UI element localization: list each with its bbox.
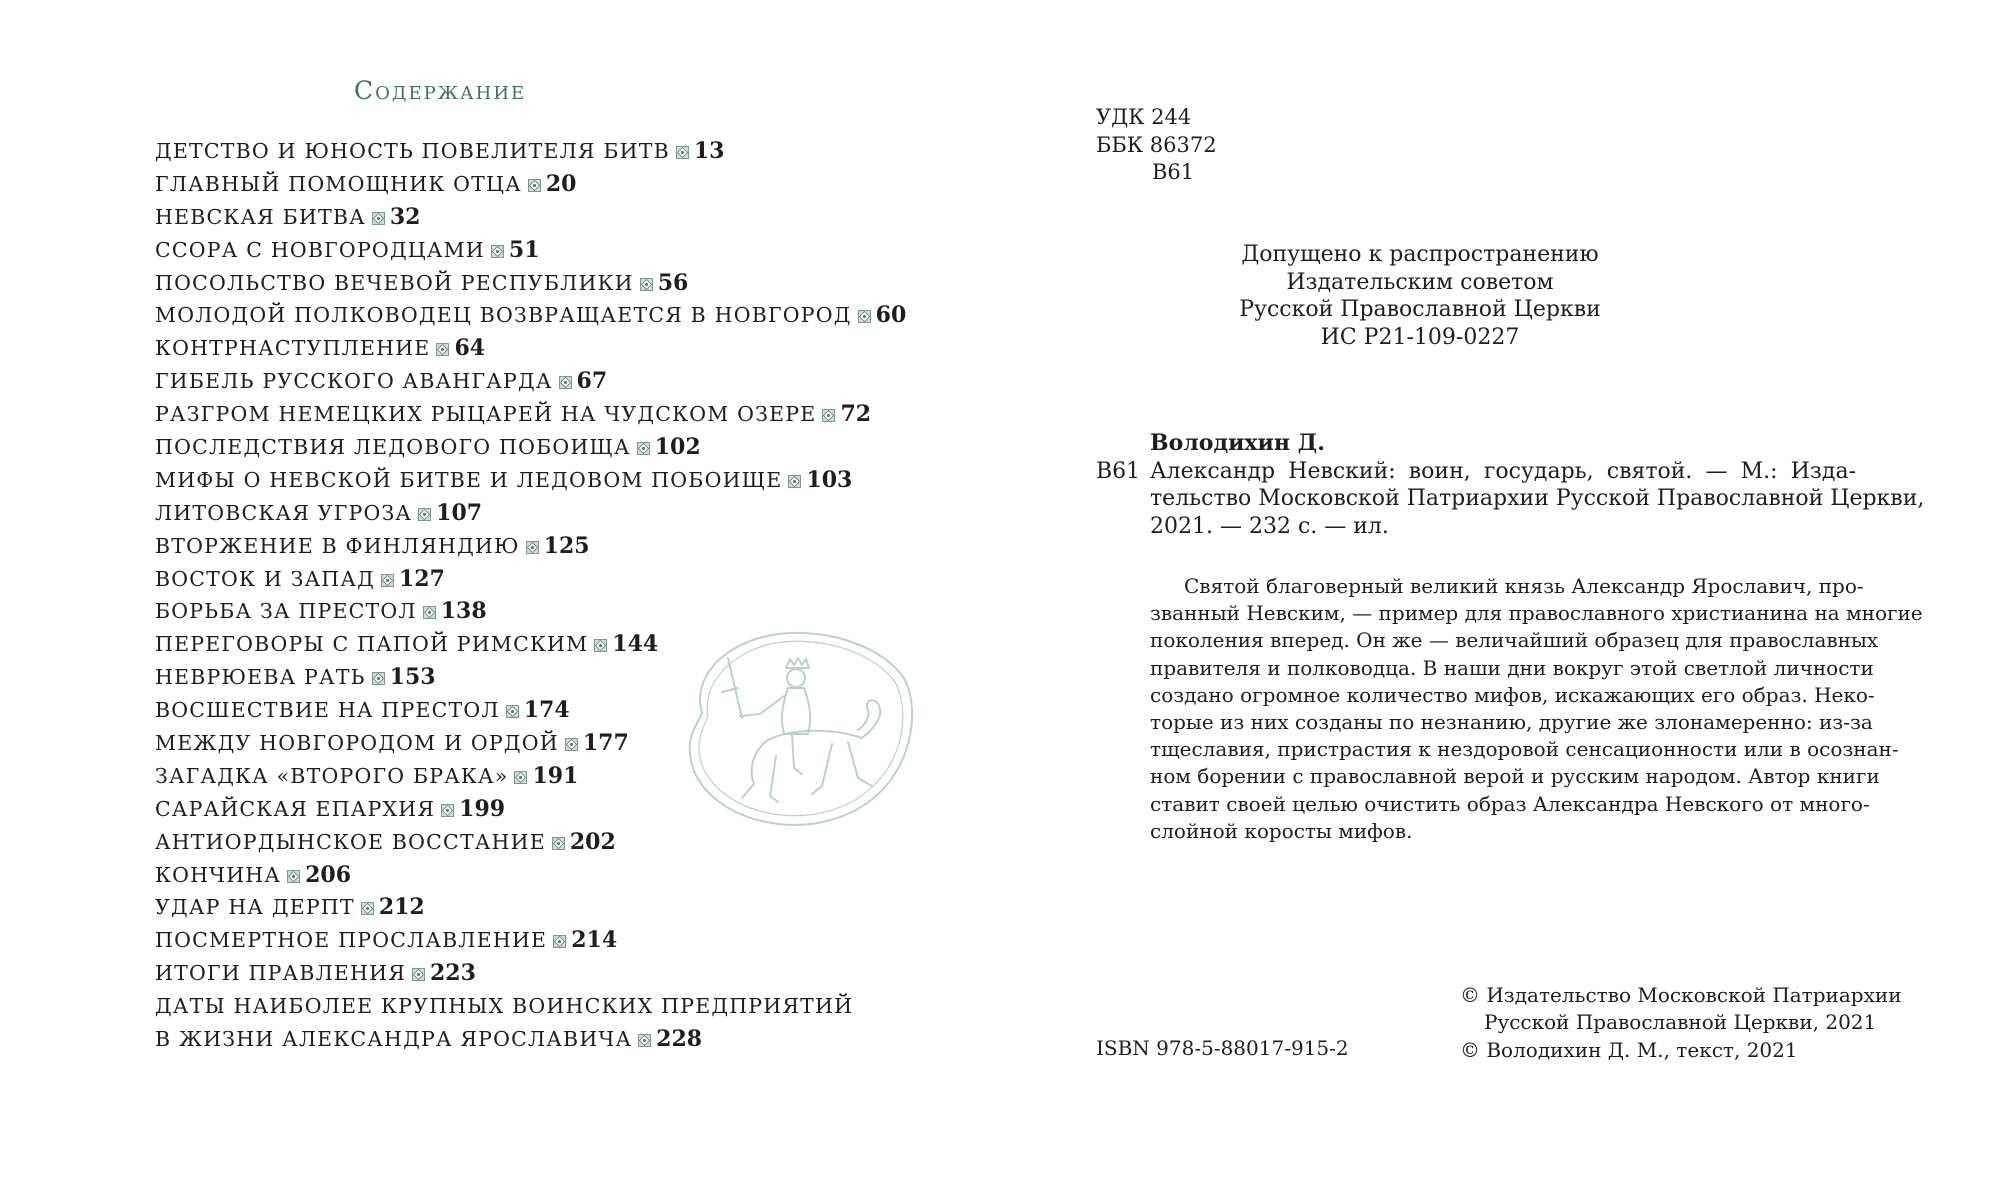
toc-title: Содержание [354,76,527,105]
toc-entry-page: 103 [806,466,853,493]
ornament-icon [287,861,300,874]
toc-entry-page: 64 [454,335,486,362]
toc-entry-title: ПОСЛЕДСТВИЯ ЛЕДОВОГО ПОБОИЩА [155,435,631,460]
toc-entry [155,924,906,957]
toc-entry-page: 177 [582,730,629,757]
toc-entry [155,497,906,530]
toc-entry-page: 206 [305,861,352,888]
ornament-icon [822,400,835,413]
toc-entry-page: 223 [429,960,476,987]
toc-entry [155,563,906,596]
ornament-icon [491,236,504,249]
toc-entry [155,891,906,924]
toc-entry-page: 212 [378,894,425,921]
annotation [1150,573,1923,845]
toc-entry-title: ИТОГИ ПРАВЛЕНИЯ [155,961,406,986]
toc-entry-page: 51 [508,236,540,263]
ornament-icon [436,334,449,347]
toc-entry [155,1023,906,1056]
ornament-icon [788,466,801,479]
approval-line: Русской Православной Церкви [1239,297,1601,322]
bib-line: 2021. — 232 с. — ил. [1150,513,1389,539]
toc-entry [155,365,906,398]
toc-entry-page: 214 [571,927,618,954]
ornament-icon [441,795,454,808]
toc-entry-page: 102 [654,434,701,461]
ornament-icon [381,565,394,578]
bib-line: тельство Московской Патриархии Русской Православной Церкви, [1150,486,1925,511]
copyright-line: © Володихин Д. М., текст, 2021 [1460,1037,1798,1062]
toc-entry-title: ДАТЫ НАИБОЛЕЕ КРУПНЫХ ВОИНСКИХ ПРЕДПРИЯТИЙ [155,994,854,1019]
toc-entry-title: ЗАГАДКА «ВТОРОГО БРАКА» [155,763,509,788]
ornament-icon [418,499,431,512]
toc-entry-page: 191 [532,762,579,789]
annotation-line: слойной коросты мифов. [1150,818,1413,843]
toc-entry-page: 125 [543,532,590,559]
toc-entry-title: ГЛАВНЫЙ ПОМОЩНИК ОТЦА [155,171,522,196]
toc-entry-title: КОНТРНАСТУПЛЕНИЕ [155,336,431,361]
toc-entry-page: 72 [840,401,872,428]
approval-number: ИС Р21-109-0227 [1320,324,1520,350]
toc-entry [155,168,906,201]
toc-entry-page: 32 [389,203,421,230]
toc-entry [155,299,906,332]
toc-entry-page: 56 [657,269,689,296]
toc-entry [155,859,906,892]
bib-description [1150,458,1925,541]
ornament-icon [553,926,566,939]
toc-entry-title: ВОСТОК И ЗАПАД [155,566,375,591]
toc-entry [155,234,906,267]
toc-entry-title: МИФЫ О НЕВСКОЙ БИТВЕ И ЛЕДОВОМ ПОБОИЩЕ [155,467,783,492]
toc-entry-title: ПЕРЕГОВОРЫ С ПАПОЙ РИМСКИМ [155,632,589,657]
toc-entry-title: ПОСОЛЬСТВО ВЕЧЕВОЙ РЕСПУБЛИКИ [155,270,634,295]
copyright-line: © Издательство Московской Патриархии [1460,983,1902,1007]
annotation-line: создано огромное количество мифов, искажающих его образ. Неко- [1150,682,1875,707]
toc-entry-page: 199 [459,795,506,822]
toc-entry [155,990,906,1023]
toc-entry-title: ГИБЕЛЬ РУССКОГО АВАНГАРДА [155,369,553,394]
toc-entry [155,398,906,431]
ornament-icon [528,170,541,183]
toc-entry-page: 202 [569,828,616,855]
bib-code: В61 [1096,458,1141,484]
toc-entry-title: САРАЙСКАЯ ЕПАРХИЯ [155,796,436,821]
toc-entry-title: АНТИОРДЫНСКОЕ ВОССТАНИЕ [155,829,546,854]
copyright-block [1460,982,1902,1064]
toc-entry-page: 174 [523,697,570,724]
toc-entry-title: УДАР НА ДЕРПТ [155,895,355,920]
toc-entry [155,431,906,464]
toc-entry-page: 13 [693,138,725,164]
ornament-icon [594,630,607,643]
author-mark: В61 [1152,160,1195,184]
ornament-icon [638,1025,651,1038]
ornament-icon [640,269,653,282]
toc-entry-page: 138 [440,598,487,625]
annotation-line: правителя и полководца. В наши дни вокруг этой светлой личности [1150,655,1874,680]
ornament-icon [514,762,527,775]
toc-entry-title: ДЕТСТВО И ЮНОСТЬ ПОВЕЛИТЕЛЯ БИТВ [155,139,670,163]
toc-entry [155,267,906,300]
seal-horseman-icon [672,618,920,832]
toc-entry-title: РАЗГРОМ НЕМЕЦКИХ РЫЦАРЕЙ НА ЧУДСКОМ ОЗЕРЕ [155,402,817,427]
toc-entry [155,464,906,497]
toc-entry-title: В ЖИЗНИ АЛЕКСАНДРА ЯРОСЛАВИЧА [155,1027,633,1052]
ornament-icon [506,696,519,709]
imprint-page [1000,0,2000,1181]
toc-entry-title: ВОСШЕСТВИЕ НА ПРЕСТОЛ [155,698,500,723]
author-name: Володихин Д. [1150,430,1325,456]
annotation-line: Святой благоверный великий князь Александр Ярославич, про- [1184,574,1864,598]
toc-entry-page: 107 [436,499,483,526]
annotation-line: тщеславия, пристрастия к нездоровой сенсационности или в осознан- [1150,737,1899,762]
copyright-line: Русской Православной Церкви, 2021 [1484,1010,1877,1035]
ornament-icon [552,828,565,841]
toc-entry-page: 67 [576,368,608,395]
toc-entry-title: ПОСМЕРТНОЕ ПРОСЛАВЛЕНИЕ [155,928,548,953]
udk-code: УДК 244 [1096,105,1192,129]
ornament-icon [361,893,374,906]
ornament-icon [676,137,689,150]
ornament-icon [526,532,539,545]
toc-list [155,135,906,1056]
toc-entry [155,957,906,990]
toc-entry-page: 228 [656,1026,703,1053]
annotation-line: званный Невским, — пример для православного христианина на многие [1150,601,1923,626]
toc-entry-title: НЕВСКАЯ БИТВА [155,204,366,229]
toc-entry-page: 127 [398,565,445,592]
toc-entry-title: МОЛОДОЙ ПОЛКОВОДЕЦ ВОЗВРАЩАЕТСЯ В НОВГОРОД [155,303,852,328]
approval-block [1170,241,1670,351]
toc-entry-title: КОНЧИНА [155,862,282,887]
toc-entry [155,530,906,563]
ornament-icon [565,729,578,742]
annotation-line: ном борении с православной верой и русским народом. Автор книги [1150,764,1880,789]
annotation-line: поколения вперед. Он же — величайший образец для православных [1150,628,1879,653]
approval-line: Издательским советом [1286,269,1554,295]
ornament-icon [559,367,572,380]
ornament-icon [637,433,650,446]
annotation-line: ставит своей целью очистить образ Александра Невского от много- [1150,791,1870,816]
toc-entry-page: 153 [389,664,436,691]
ornament-icon [423,597,436,610]
toc-entry-title: ССОРА С НОВГОРОДЦАМИ [155,237,485,262]
toc-entry [155,135,906,168]
toc-entry-title: МЕЖДУ НОВГОРОДОМ И ОРДОЙ [155,731,559,756]
ornament-icon [372,663,385,676]
toc-entry [155,332,906,365]
toc-entry-title: НЕВРЮЕВА РАТЬ [155,665,366,690]
approval-line: Допущено к распространению [1241,242,1599,267]
ornament-icon [412,959,425,972]
toc-entry-page: 144 [612,631,659,658]
toc-entry-title: БОРЬБА ЗА ПРЕСТОЛ [155,599,417,624]
toc-entry-page: 20 [545,170,577,197]
ornament-icon [372,203,385,216]
isbn: ISBN 978-5-88017-915-2 [1096,1036,1349,1060]
classification-codes [1096,104,1217,187]
toc-entry-title: ЛИТОВСКАЯ УГРОЗА [155,500,413,525]
bib-line: Александр Невский: воин, государь, святой. — М.: Изда- [1150,458,1856,484]
annotation-line: торые из них созданы по незнанию, другие же злонамеренно: из-за [1150,710,1873,735]
toc-entry [155,201,906,234]
bbk-code: ББК 86372 [1096,132,1217,157]
toc-entry-page: 60 [875,302,907,329]
ornament-icon [858,301,871,314]
toc-entry-title: ВТОРЖЕНИЕ В ФИНЛЯНДИЮ [155,533,520,558]
